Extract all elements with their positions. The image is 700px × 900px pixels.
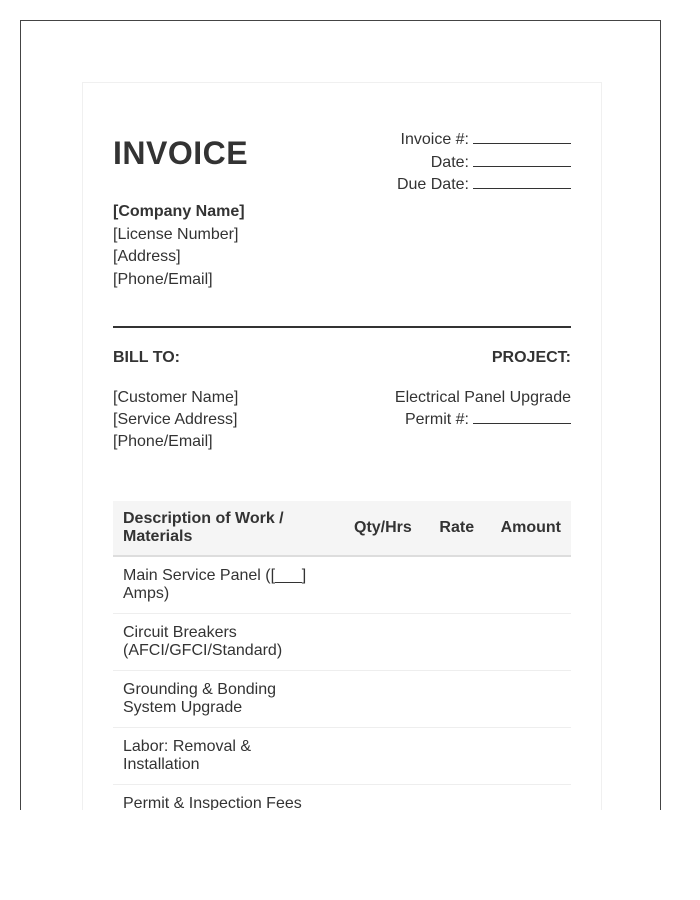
permit-label: Permit #: <box>404 411 469 428</box>
table-header-row <box>113 501 571 556</box>
project-info <box>395 387 571 431</box>
due-date-label: Due Date: <box>396 176 469 193</box>
invoice-date-row <box>397 152 571 175</box>
company-license: [License Number] <box>113 225 239 243</box>
table-row <box>113 614 571 671</box>
row-amount[interactable] <box>484 785 571 811</box>
row-description: Circuit Breakers (AFCI/GFCI/Standard) <box>113 614 337 671</box>
row-amount[interactable] <box>484 728 571 785</box>
invoice-sheet <box>82 82 602 810</box>
row-description: Labor: Removal & Installation <box>113 728 337 785</box>
permit-row <box>395 409 571 431</box>
row-qty[interactable] <box>337 556 422 614</box>
permit-blank[interactable] <box>473 409 571 424</box>
row-qty[interactable] <box>337 728 422 785</box>
header-rate: Rate <box>422 501 484 556</box>
bill-to-label: BILL TO: <box>113 349 180 366</box>
project-label: PROJECT: <box>491 349 571 366</box>
service-address: [Service Address] <box>113 411 238 428</box>
row-qty[interactable] <box>337 785 422 811</box>
row-rate[interactable] <box>422 671 484 728</box>
row-qty[interactable] <box>337 671 422 728</box>
row-qty[interactable] <box>337 614 422 671</box>
header-amount: Amount <box>484 501 571 556</box>
row-rate[interactable] <box>422 728 484 785</box>
company-contact: [Phone/Email] <box>113 270 213 288</box>
line-items-table <box>113 501 571 810</box>
customer-name: [Customer Name] <box>113 389 239 406</box>
invoice-number-row <box>397 129 571 152</box>
table-row <box>113 671 571 728</box>
row-description: Permit & Inspection Fees <box>113 785 337 811</box>
row-description: Grounding & Bonding System Upgrade <box>113 671 337 728</box>
table-row <box>113 785 571 811</box>
page-frame <box>20 20 661 810</box>
due-date-row <box>397 174 571 197</box>
company-info <box>113 201 245 291</box>
row-rate[interactable] <box>422 614 484 671</box>
customer-contact: [Phone/Email] <box>113 433 213 450</box>
company-address: [Address] <box>113 248 181 265</box>
table-row <box>113 728 571 785</box>
company-name: [Company Name] <box>113 203 245 220</box>
header-description: Description of Work / Materials <box>113 501 337 556</box>
invoice-date-label: Date: <box>430 153 469 171</box>
header-qty: Qty/Hrs <box>337 501 422 556</box>
bill-to-info <box>113 387 238 453</box>
project-name: Electrical Panel Upgrade <box>394 389 571 406</box>
due-date-blank[interactable] <box>473 174 571 189</box>
table-row <box>113 556 571 614</box>
invoice-title: INVOICE <box>113 135 249 171</box>
row-amount[interactable] <box>484 614 571 671</box>
section-divider <box>113 326 571 328</box>
invoice-meta <box>397 129 571 197</box>
row-description: Main Service Panel ([___] Amps) <box>113 556 337 614</box>
invoice-number-label: Invoice #: <box>400 131 469 148</box>
row-amount[interactable] <box>484 671 571 728</box>
row-amount[interactable] <box>484 556 571 614</box>
invoice-number-blank[interactable] <box>473 129 571 144</box>
row-rate[interactable] <box>422 556 484 614</box>
row-rate[interactable] <box>422 785 484 811</box>
invoice-date-blank[interactable] <box>473 152 571 167</box>
